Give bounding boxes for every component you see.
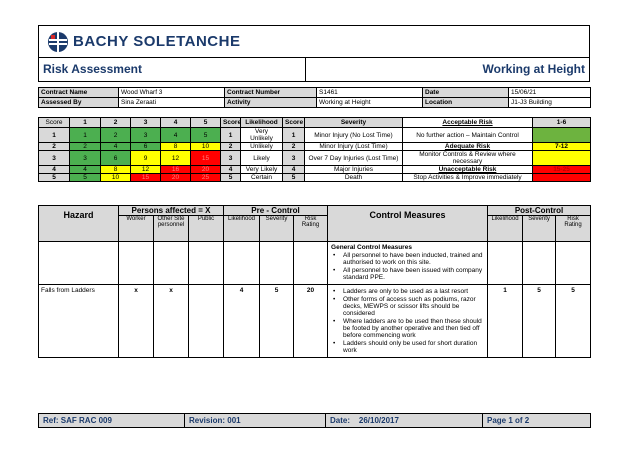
risk-action: Stop Activities & Improve immediately xyxy=(403,174,533,182)
risk-level-label: Adequate Risk xyxy=(403,143,533,151)
matrix-row-header: 3 xyxy=(39,151,70,166)
post-control-header: Post-Control xyxy=(488,206,591,216)
likelihood-score: 2 xyxy=(221,143,241,151)
matrix-cell: 6 xyxy=(101,151,131,166)
severity-score: 1 xyxy=(283,128,305,143)
pre-likelihood-col-header: Likelihood xyxy=(224,216,260,242)
pre-risk-rating-cell: 20 xyxy=(294,285,328,358)
risk-range-fill xyxy=(533,151,591,166)
matrix-cell: 2 xyxy=(70,143,101,151)
matrix-cell: 15 xyxy=(131,174,161,182)
risk-matrix-table xyxy=(38,117,591,182)
post-risk-rating-cell: 5 xyxy=(556,285,591,358)
matrix-cell: 6 xyxy=(131,143,161,151)
activity-label: Activity xyxy=(225,98,317,108)
matrix-cell: 5 xyxy=(70,174,101,182)
matrix-cell: 10 xyxy=(191,143,221,151)
matrix-cell: 4 xyxy=(70,166,101,174)
pre-severity-col-header: Severity xyxy=(260,216,294,242)
footer-revision: Revision: 001 xyxy=(185,414,326,428)
pre-likelihood-cell: 4 xyxy=(224,285,260,358)
pre-control-header: Pre - Control xyxy=(224,206,328,216)
severity-score: 4 xyxy=(283,166,305,174)
risk-action: Monitor Controls & Review where necessary xyxy=(403,151,533,166)
likelihood-label: Very Unlikely xyxy=(241,128,283,143)
control-measure-item: • Ladders should only be used for short duration work xyxy=(331,340,484,354)
post-severity-cell: 5 xyxy=(523,285,556,358)
risk-assessment-page xyxy=(38,25,590,445)
post-likelihood-cell: 1 xyxy=(488,285,523,358)
revision-value: 001 xyxy=(227,416,241,425)
matrix-col-header: 5 xyxy=(191,118,221,128)
activity-value: Working at Height xyxy=(317,98,423,108)
contract-number-label: Contract Number xyxy=(225,88,317,98)
matrix-cell: 25 xyxy=(191,174,221,182)
location-value: J1-J3 Building xyxy=(509,98,591,108)
control-measures-cell xyxy=(328,285,488,358)
matrix-cell: 8 xyxy=(101,166,131,174)
matrix-cell: 8 xyxy=(161,143,191,151)
hazard-cell: Falls from Ladders xyxy=(39,285,119,358)
matrix-row-header: 1 xyxy=(39,128,70,143)
worker-cell: x xyxy=(119,285,154,358)
severity-score: 2 xyxy=(283,143,305,151)
matrix-row-header: 5 xyxy=(39,174,70,182)
control-measure-item: • Other forms of access such as podiums, razor decks, MEWPS or scissor lifts should be considered xyxy=(331,296,484,317)
matrix-cell: 20 xyxy=(191,166,221,174)
date-label: Date xyxy=(423,88,509,98)
other-personnel-cell: x xyxy=(154,285,189,358)
matrix-col-header: 4 xyxy=(161,118,191,128)
footer-ref: Ref: SAF RAC 009 xyxy=(39,414,185,428)
risk-range: 7-12 xyxy=(533,143,591,151)
assessed-by-label: Assessed By xyxy=(39,98,119,108)
bachy-logo-icon xyxy=(47,31,69,53)
post-risk-rating-col-header: Risk Rating xyxy=(556,216,591,242)
matrix-col-header: 2 xyxy=(101,118,131,128)
severity-label: Major Injuries xyxy=(305,166,403,174)
logo-text: BACHY SOLETANCHE xyxy=(73,33,241,50)
severity-score: 5 xyxy=(283,174,305,182)
matrix-col-header: 3 xyxy=(131,118,161,128)
severity-label: Minor Injury (No Lost Time) xyxy=(305,128,403,143)
worker-col-header: Worker xyxy=(119,216,154,242)
likelihood-label: Very Likely xyxy=(241,166,283,174)
risk-range-fill xyxy=(533,174,591,182)
general-measures-row xyxy=(39,242,591,285)
matrix-cell: 20 xyxy=(161,174,191,182)
location-label: Location xyxy=(423,98,509,108)
contract-name-label: Contract Name xyxy=(39,88,119,98)
control-measure-item: • Ladders are only to be used as a last resort xyxy=(331,288,484,295)
hazard-row xyxy=(39,285,591,358)
activity-title: Working at Height xyxy=(482,62,585,76)
risk-level-label: Acceptable Risk xyxy=(403,118,533,128)
contract-info-table xyxy=(38,87,591,108)
matrix-score-header: Score xyxy=(39,118,70,128)
public-col-header: Public xyxy=(189,216,224,242)
likelihood-label: Unlikely xyxy=(241,143,283,151)
post-severity-col-header: Severity xyxy=(523,216,556,242)
likelihood-score-header: Score xyxy=(221,118,241,128)
matrix-cell: 3 xyxy=(70,151,101,166)
severity-score: 3 xyxy=(283,151,305,166)
control-measure-item: • All personnel to have been issued with company standard PPE. xyxy=(331,267,484,281)
footer-date: Date: 26/10/2017 xyxy=(326,414,483,428)
general-hazard-cell xyxy=(39,242,119,285)
severity-score-header: Score xyxy=(283,118,305,128)
title-divider xyxy=(305,58,306,82)
footer-date-value: 26/10/2017 xyxy=(358,416,399,425)
likelihood-label: Certain xyxy=(241,174,283,182)
severity-label: Death xyxy=(305,174,403,182)
hazard-table xyxy=(38,205,591,358)
matrix-cell: 10 xyxy=(101,174,131,182)
matrix-cell: 4 xyxy=(101,143,131,151)
pre-risk-rating-col-header: Risk Rating xyxy=(294,216,328,242)
footer-page: Page 1 of 2 xyxy=(483,414,591,428)
persons-affected-header: Persons affected = X xyxy=(119,206,224,216)
matrix-cell: 1 xyxy=(70,128,101,143)
title-bar xyxy=(38,58,590,82)
control-measure-item: • Where ladders are to be used then these should be footed by another operative and then tied off before commencing work xyxy=(331,318,484,339)
matrix-row-header: 2 xyxy=(39,143,70,151)
matrix-cell: 5 xyxy=(191,128,221,143)
assessed-by-value: Sina Zeraati xyxy=(119,98,225,108)
risk-range: 15-25 xyxy=(533,166,591,174)
likelihood-score: 1 xyxy=(221,128,241,143)
matrix-cell: 12 xyxy=(131,166,161,174)
matrix-cell: 3 xyxy=(131,128,161,143)
risk-range: 1-6 xyxy=(533,118,591,128)
severity-label: Over 7 Day Injuries (Lost Time) xyxy=(305,151,403,166)
matrix-col-header: 1 xyxy=(70,118,101,128)
severity-label: Minor Injury (Lost Time) xyxy=(305,143,403,151)
contract-name-value: Wood Wharf 3 xyxy=(119,88,225,98)
date-value: 15/06/21 xyxy=(509,88,591,98)
severity-header: Severity xyxy=(305,118,403,128)
document-footer xyxy=(38,413,591,428)
ref-value: SAF RAC 009 xyxy=(60,416,112,425)
matrix-cell: 16 xyxy=(161,166,191,174)
general-control-measures xyxy=(328,242,488,285)
public-cell xyxy=(189,285,224,358)
likelihood-score: 3 xyxy=(221,151,241,166)
likelihood-header: Likelihood xyxy=(241,118,283,128)
matrix-cell: 9 xyxy=(131,151,161,166)
contract-number-value: S1461 xyxy=(317,88,423,98)
likelihood-score: 4 xyxy=(221,166,241,174)
pre-severity-cell: 5 xyxy=(260,285,294,358)
logo-header xyxy=(38,25,590,58)
matrix-cell: 4 xyxy=(161,128,191,143)
risk-action: No further action – Maintain Control xyxy=(403,128,533,143)
general-measures-title: General Control Measures xyxy=(331,244,412,251)
matrix-cell: 2 xyxy=(101,128,131,143)
risk-level-label: Unacceptable Risk xyxy=(403,166,533,174)
control-measures-header: Control Measures xyxy=(328,206,488,242)
post-likelihood-col-header: Likelihood xyxy=(488,216,523,242)
likelihood-score: 5 xyxy=(221,174,241,182)
control-measure-item: • All personnel to have been inducted, trained and authorised to work on this site. xyxy=(331,252,484,266)
risk-range-fill xyxy=(533,128,591,143)
matrix-cell: 15 xyxy=(191,151,221,166)
matrix-row-header: 4 xyxy=(39,166,70,174)
other-personnel-col-header: Other Site personnel xyxy=(154,216,189,242)
matrix-cell: 12 xyxy=(161,151,191,166)
document-title: Risk Assessment xyxy=(43,62,142,76)
likelihood-label: Likely xyxy=(241,151,283,166)
hazard-header: Hazard xyxy=(39,206,119,242)
